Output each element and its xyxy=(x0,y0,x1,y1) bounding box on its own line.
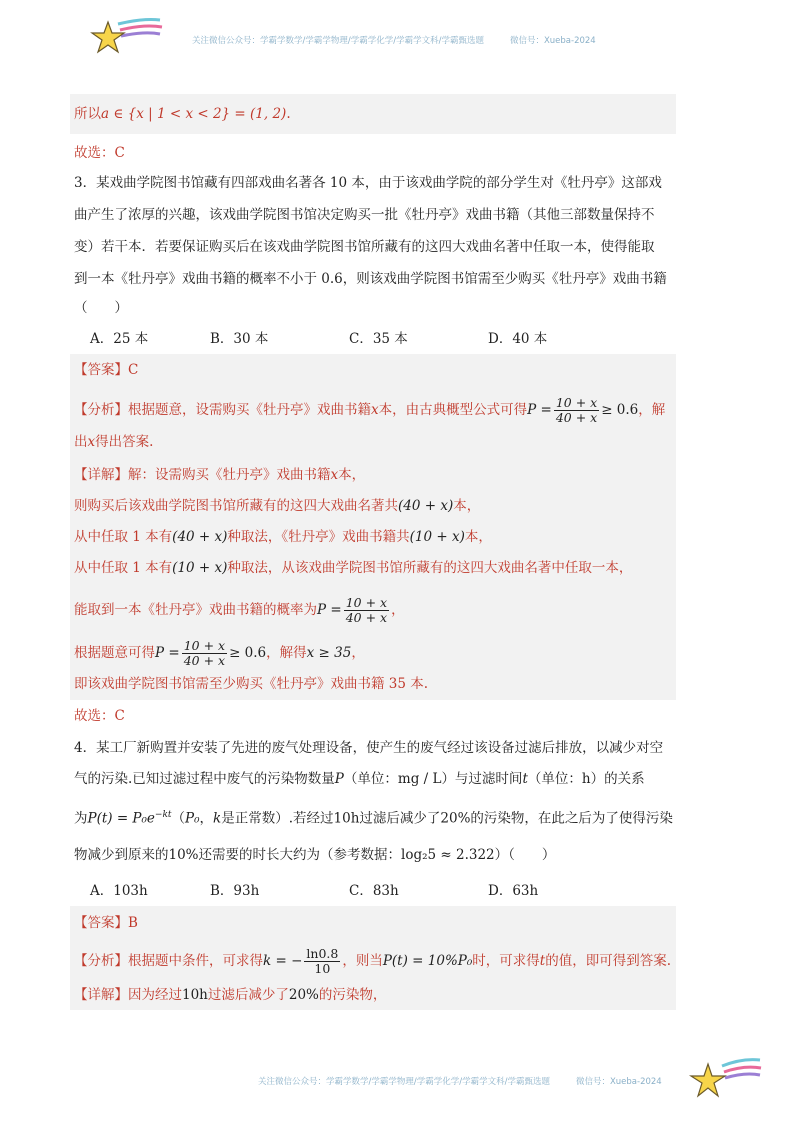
q3-analysis-line-2: 出x得出答案. xyxy=(74,434,154,450)
q3-detail-line-5: 能取到一本《牡丹亭》戏曲书籍的概率为P = $\frac{10 + x}{40 + x}$ ， xyxy=(74,595,405,625)
footer-public-account: 关注微信公众号：学霸学数学/学霸学物理/学霸学化学/学霸学文科/学霸甄选题 xyxy=(258,1077,550,1087)
q4-option-d: D．63h xyxy=(488,883,539,899)
q3-option-c: C．35 本 xyxy=(349,331,408,347)
q3-detail-line-6: 根据题意可得P = $\frac{10 + x}{40 + x}$ ≥ 0.6，解得x ≥ 35， xyxy=(74,638,365,668)
q3-fraction: $\frac{10 + x}{40 + x}$ xyxy=(555,395,598,425)
star-footer-icon xyxy=(684,1052,764,1102)
q3-fraction-3: $\frac{10 + x}{40 + x}$ xyxy=(183,638,226,668)
q4-detail: 【详解】因为经过10h过滤后减少了20%的污染物， xyxy=(74,987,387,1003)
q3-detail-line-7: 即该戏曲学院图书馆需至少购买《牡丹亭》戏曲书籍 35 本. xyxy=(74,676,429,692)
header-wechat-id: 微信号：Xueba-2024 xyxy=(509,36,596,46)
q4-stem-line-3: 为$P(t) = P_0e^{-kt}(P_0$，k是正常数）.若经过10h过滤后减少了20%的污染物，在此之后为了使得污染 xyxy=(74,810,673,827)
footer-text xyxy=(258,1075,662,1087)
q3-stem-line-2: 曲产生了浓厚的兴趣，该戏曲学院图书馆决定购买一批《牡丹亭》戏曲书籍（其他三部数量保持不 xyxy=(74,207,655,223)
q4-fraction: $\frac{\ln 0.8}{10}$ xyxy=(306,946,339,976)
q3-stem-line-1: 3．某戏曲学院图书馆藏有四部戏曲名著各 10 本，由于该戏曲学院的部分学生对《牡丹亭》这部戏 xyxy=(74,175,662,191)
header-text xyxy=(192,34,596,46)
q3-final-answer: 故选：C xyxy=(74,708,125,724)
q2-final-answer: 故选：C xyxy=(74,145,125,161)
q3-stem-line-4: 到一本《牡丹亭》戏曲书籍的概率不小于 0.6，则该戏曲学院图书馆需至少购买《牡丹亭》戏曲书籍 xyxy=(74,271,667,287)
q3-analysis-line-1: 【分析】根据题意，设需购买《牡丹亭》戏曲书籍x本，由古典概型公式可得P = $\frac{10 + x}{40 + x}$ ≥ 0.6，解 xyxy=(74,395,666,425)
q3-option-d: D．40 本 xyxy=(488,331,548,347)
footer-wechat-id: 微信号：Xueba-2024 xyxy=(575,1077,662,1087)
q3-detail-line-2: 则购买后该戏曲学院图书馆所藏有的这四大戏曲名著共(40 + x)本， xyxy=(74,498,481,514)
star-logo-icon xyxy=(88,14,168,60)
q4-stem-line-2: 气的污染.已知过滤过程中废气的污染物数量P（单位：mg / L）与过滤时间t（单位：h）的关系 xyxy=(74,771,645,787)
page-header xyxy=(0,0,794,80)
q3-option-b: B．30 本 xyxy=(210,331,269,347)
q3-option-a: A．25 本 xyxy=(90,331,149,347)
header-public-account: 关注微信公众号：学霸学数学/学霸学物理/学霸学化学/学霸学文科/学霸甄选题 xyxy=(192,36,484,46)
q3-stem-line-3: 变）若干本．若要保证购买后在该戏曲学院图书馆所藏有的这四大戏曲名著中任取一本，使得能取 xyxy=(74,239,655,255)
q3-answer: 【答案】C xyxy=(74,362,139,378)
q2-conclusion: 所以a ∈ {x | 1 < x < 2} = (1, 2). xyxy=(74,106,291,122)
q4-stem-line-4: 物减少到原来的10%还需要的时长大约为（参考数据：log₂5 ≈ 2.322）（ ） xyxy=(74,847,556,863)
q4-stem-line-1: 4．某工厂新购置并安装了先进的废气处理设备，使产生的废气经过该设备过滤后排放，以减少对空 xyxy=(74,740,664,756)
q4-option-b: B．93h xyxy=(210,883,260,899)
q4-answer: 【答案】B xyxy=(74,915,138,931)
q4-analysis: 【分析】根据题中条件，可求得k = − $\frac{\ln 0.8}{10}$ ，则当P(t) = 10%P₀时，可求得t的值，即可得到答案. xyxy=(74,946,671,976)
q4-option-a: A．103h xyxy=(90,883,148,899)
q3-fraction-2: $\frac{10 + x}{40 + x}$ xyxy=(345,595,388,625)
q4-option-c: C．83h xyxy=(349,883,399,899)
q3-detail-line-4: 从中任取 1 本有(10 + x)种取法，从该戏曲学院图书馆所藏有的这四大戏曲名著中任取一本， xyxy=(74,560,633,576)
q3-detail-line-1: 【详解】解：设需购买《牡丹亭》戏曲书籍x本， xyxy=(74,467,366,483)
q3-detail-line-3: 从中任取 1 本有(40 + x)种取法，《牡丹亭》戏曲书籍共(10 + x)本， xyxy=(74,529,492,545)
q3-stem-line-5: （ ） xyxy=(74,300,128,316)
